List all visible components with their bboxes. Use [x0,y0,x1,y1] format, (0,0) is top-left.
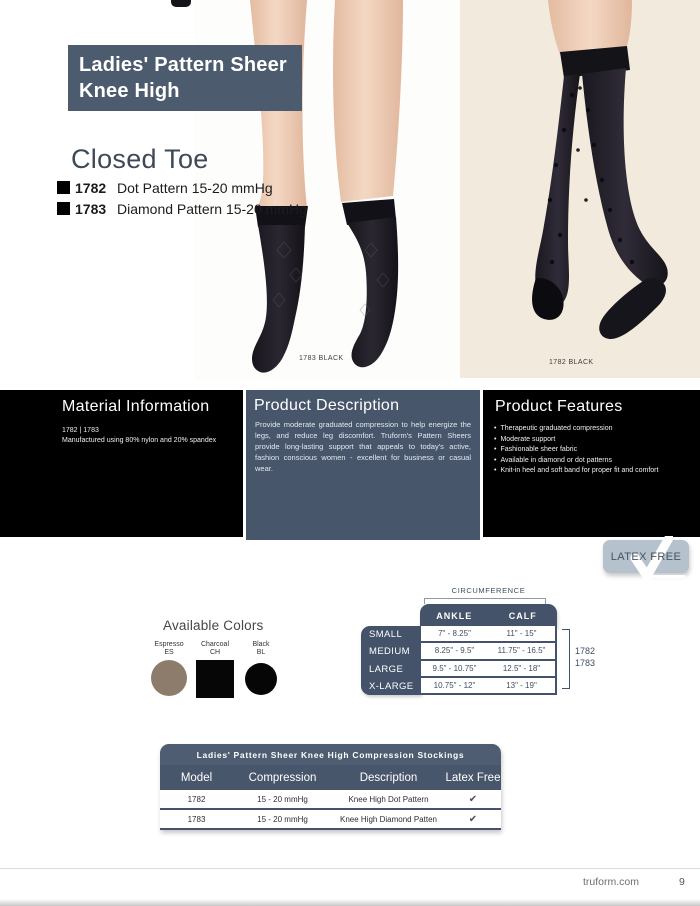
ankle-value: 9.5" - 10.75" [432,663,477,673]
swatch-code: BL [256,649,266,656]
website-link[interactable]: truform.com [583,876,640,888]
size-chart-row-labels [361,626,421,695]
product-features-title: Product Features [495,398,623,415]
color-swatches [146,641,284,698]
model-row-1783 [57,198,307,219]
product-table-header [160,765,501,790]
size-label-large: LARGE [369,663,404,675]
cell-compression: 15 - 20 mmHg [257,814,308,824]
circumference-label: CIRCUMFERENCE [451,586,526,595]
table-row-1782 [160,790,501,808]
size-label-medium: MEDIUM [369,646,410,658]
size-chart-values [421,626,557,695]
latex-free-badge [603,540,689,573]
swatch-espresso [146,641,192,698]
product-description-panel [246,390,480,540]
ankle-value: 10.75" - 12" [433,680,476,690]
cell-compression: 15 - 20 mmHg [257,794,308,804]
feature-item: • Knit-in heel and soft band for proper fit and comfort [503,466,690,477]
skirt-hem-detail [171,0,191,7]
calf-value: 13" - 19" [506,680,537,690]
size-row-small [421,626,555,641]
material-information-title: Material Information [62,398,210,415]
product-description-body: Provide moderate graduated compression to help energize the legs, and reduce leg discomfort. Truform's Pattern Sheers provide long-lasting support that appeals to today's active, fashion conscious women - excellent for business or casual wear. [255,420,471,473]
bracket-model-numbers [575,645,595,669]
swatch-charcoal [192,641,238,698]
calf-value: 11" - 15" [506,629,537,639]
column-header-description: Description [359,771,418,784]
ankle-value: 7" - 8.25" [438,629,471,639]
model-number: 1783 [75,200,107,217]
column-header-model: Model [180,771,213,784]
page-title-line2: Knee High [79,80,180,102]
latex-free-check-icon: ✔ [468,793,478,805]
models-bracket [562,629,570,689]
black-square-icon [57,181,70,194]
model-row-1782 [57,177,307,198]
cell-model: 1782 [187,794,206,804]
size-row-medium [421,643,555,658]
model-description: Diamond Pattern 15-20 mmHg [117,200,307,217]
product-features-list [483,424,700,477]
calf-value: 11.75" - 16.5" [497,646,546,656]
size-label-small: SMALL [369,629,403,641]
swatch-black [238,641,284,698]
latex-free-check-icon: ✔ [468,813,478,825]
closed-toe-heading: Closed Toe [71,144,209,174]
cell-description: Knee High Dot Pattern [348,794,429,804]
feature-item: • Available in diamond or dot patterns [503,456,690,467]
page-title-line1: Ladies' Pattern Sheer [79,54,287,76]
product-features-panel [483,390,700,537]
size-row-large [421,661,555,676]
size-chart-column-header [420,604,557,627]
table-row-1783 [160,810,501,828]
available-colors-title: Available Colors [163,618,264,633]
black-square-icon [57,202,70,215]
photo-caption-1782: 1782 BLACK [549,359,594,366]
model-number: 1782 [75,179,107,196]
charcoal-color-chip [196,660,234,698]
column-header-latex-free: Latex Free [445,771,501,784]
swatch-name: Espresso [154,641,184,648]
calf-value: 12.5" - 18" [502,663,541,673]
swatch-code: ES [164,649,174,656]
page-number: 9 [679,876,685,888]
photo-caption-1783: 1783 BLACK [299,355,344,362]
material-models: 1782 | 1783 [62,427,99,434]
model-description: Dot Pattern 15-20 mmHg [117,179,273,196]
black-color-chip [245,663,277,695]
page-title [68,45,302,111]
swatch-name: Charcoal [200,641,229,648]
cell-description: Knee High Diamond Patten [340,814,437,824]
feature-item: • Therapeutic graduated compression [503,424,690,435]
product-table-body [160,790,501,830]
product-description-title: Product Description [254,397,400,414]
bracket-model-1782: 1782 [575,646,596,656]
feature-item: • Moderate support [503,435,690,446]
swatch-name: Black [252,641,270,648]
swatch-code: CH [209,649,221,656]
product-table [160,744,501,830]
size-row-xlarge [421,678,555,693]
column-header-compression: Compression [248,771,317,784]
model-list [57,177,307,219]
calf-column-header: CALF [508,610,537,621]
dot-stockings-illustration [460,0,700,378]
footer-divider [0,868,700,869]
latex-free-label: LATEX FREE [610,550,682,563]
ankle-value: 8.25" - 9.5" [434,646,475,656]
material-body: Manufactured using 80% nylon and 20% spandex [62,437,217,444]
size-label-xlarge: X-LARGE [369,680,414,692]
cell-model: 1783 [187,814,206,824]
page-bottom-shadow [0,899,700,906]
feature-item: • Fashionable sheer fabric [503,445,690,456]
ankle-column-header: ANKLE [436,610,473,621]
product-table-title: Ladies' Pattern Sheer Knee High Compression Stockings [160,744,501,765]
bracket-model-1783: 1783 [575,658,596,668]
material-information-panel [0,390,243,537]
stockings-photo-dot [460,0,700,378]
espresso-color-chip [151,660,187,696]
badge-underline [643,575,685,578]
